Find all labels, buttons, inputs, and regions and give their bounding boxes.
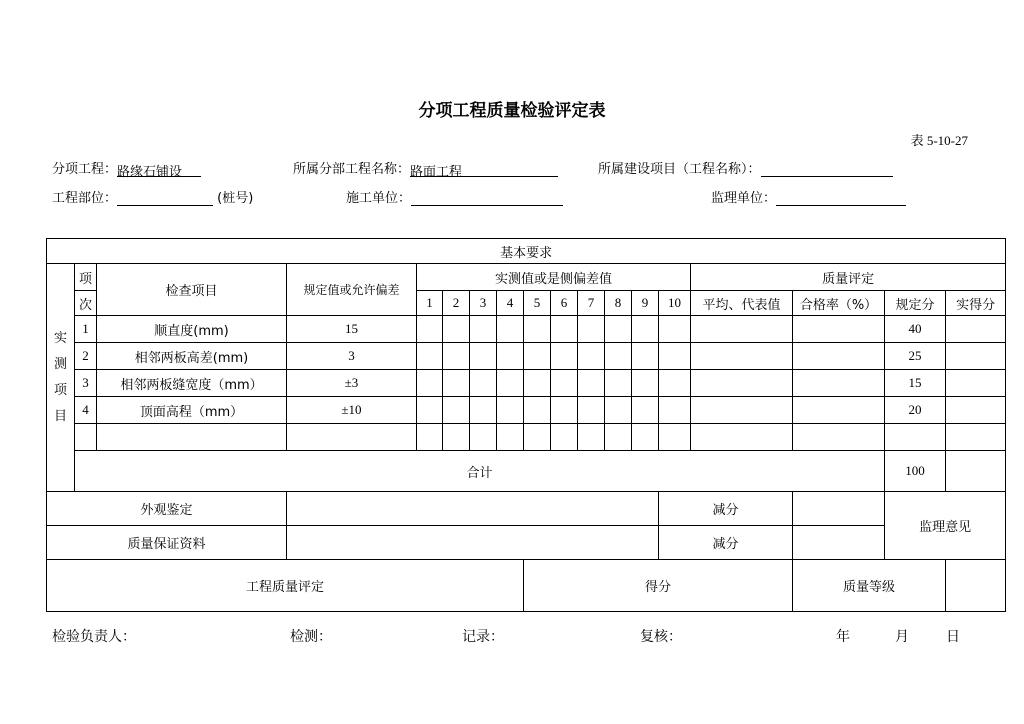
quality-rate-header: 合格率（%） bbox=[793, 291, 885, 316]
reviewer-label: 复核： bbox=[640, 629, 682, 645]
supervisor-value-line[interactable] bbox=[776, 190, 906, 206]
page-title: 分项工程质量检验评定表 bbox=[418, 101, 606, 121]
project-field bbox=[598, 158, 893, 177]
qa-deduct-label: 减分 bbox=[659, 526, 793, 560]
contractor-value-line[interactable] bbox=[411, 190, 563, 206]
measure-col-9: 9 bbox=[632, 291, 659, 316]
qa-deduct-value bbox=[793, 526, 885, 560]
supervisor-field bbox=[711, 187, 906, 206]
qa-docs-label: 质量保证资料 bbox=[47, 526, 287, 560]
subitem-label: 分项工程： bbox=[52, 162, 118, 177]
grade-value bbox=[946, 560, 1006, 612]
division-field bbox=[293, 158, 558, 180]
recorder-label: 记录： bbox=[462, 629, 504, 645]
inspector-label: 检验负责人： bbox=[52, 629, 136, 645]
tester-label: 检测： bbox=[290, 629, 332, 645]
appearance-label: 外观鉴定 bbox=[47, 492, 287, 526]
total-label: 合计 bbox=[75, 451, 885, 492]
project-value-line[interactable] bbox=[761, 161, 893, 177]
table-row: 4 顶面高程（mm） ±10 20 bbox=[47, 397, 1006, 424]
measure-col-6: 6 bbox=[551, 291, 578, 316]
appearance-deduct-label: 减分 bbox=[659, 492, 793, 526]
contractor-label: 施工单位： bbox=[346, 191, 412, 206]
subitem-value: 路缘石铺设 bbox=[117, 161, 201, 177]
division-label: 所属分部工程名称： bbox=[293, 162, 411, 177]
table-row: 1 顺直度(mm) 15 40 bbox=[47, 316, 1006, 343]
day-label: 日 bbox=[946, 629, 960, 645]
measure-col-1: 1 bbox=[417, 291, 443, 316]
appearance-value bbox=[287, 492, 659, 526]
grade-label: 质量等级 bbox=[793, 560, 946, 612]
subitem-field bbox=[52, 158, 201, 180]
quality-avg-header: 平均、代表值 bbox=[691, 291, 793, 316]
table-row-empty bbox=[47, 424, 1006, 451]
location-field bbox=[52, 187, 253, 206]
measure-col-2: 2 bbox=[443, 291, 470, 316]
table-row: 2 相邻两板高差(mm) 3 25 bbox=[47, 343, 1006, 370]
location-value-line[interactable] bbox=[117, 190, 213, 206]
measured-items-side-label: 实 测 项 目 bbox=[47, 264, 75, 492]
col-header-measured: 实测值或是侧偏差值 bbox=[417, 264, 691, 291]
quality-eval-label: 工程质量评定 bbox=[47, 560, 524, 612]
score-label: 得分 bbox=[524, 560, 793, 612]
col-no-bottom: 次 bbox=[75, 291, 97, 316]
col-header-spec: 规定值或允许偏差 bbox=[287, 264, 417, 316]
table-row: 3 相邻两板缝宽度（mm） ±3 15 bbox=[47, 370, 1006, 397]
form-number: 表 5-10-27 bbox=[910, 133, 968, 148]
measure-col-4: 4 bbox=[497, 291, 524, 316]
supervisor-label: 监理单位： bbox=[711, 191, 777, 206]
basic-requirements-row: 基本要求 bbox=[47, 239, 1006, 264]
col-header-item: 检查项目 bbox=[97, 264, 287, 316]
project-label: 所属建设项目（工程名称）： bbox=[598, 162, 761, 177]
month-label: 月 bbox=[895, 629, 909, 645]
division-value: 路面工程 bbox=[410, 161, 558, 177]
station-label: (桩号) bbox=[217, 191, 254, 206]
col-no-top: 项 bbox=[75, 264, 97, 291]
col-header-quality: 质量评定 bbox=[691, 264, 1006, 291]
location-label: 工程部位： bbox=[52, 191, 118, 206]
inspection-table bbox=[46, 238, 1006, 612]
quality-score-header: 规定分 bbox=[885, 291, 946, 316]
measure-col-3: 3 bbox=[470, 291, 497, 316]
year-label: 年 bbox=[836, 629, 850, 645]
measure-col-7: 7 bbox=[578, 291, 605, 316]
qa-docs-value bbox=[287, 526, 659, 560]
measure-col-10: 10 bbox=[659, 291, 691, 316]
supervisor-opinion-label: 监理意见 bbox=[885, 492, 1006, 560]
measure-col-8: 8 bbox=[605, 291, 632, 316]
appearance-deduct-value bbox=[793, 492, 885, 526]
total-score: 100 bbox=[885, 451, 946, 492]
quality-actual-header: 实得分 bbox=[946, 291, 1006, 316]
measure-col-5: 5 bbox=[524, 291, 551, 316]
contractor-field bbox=[346, 187, 563, 206]
